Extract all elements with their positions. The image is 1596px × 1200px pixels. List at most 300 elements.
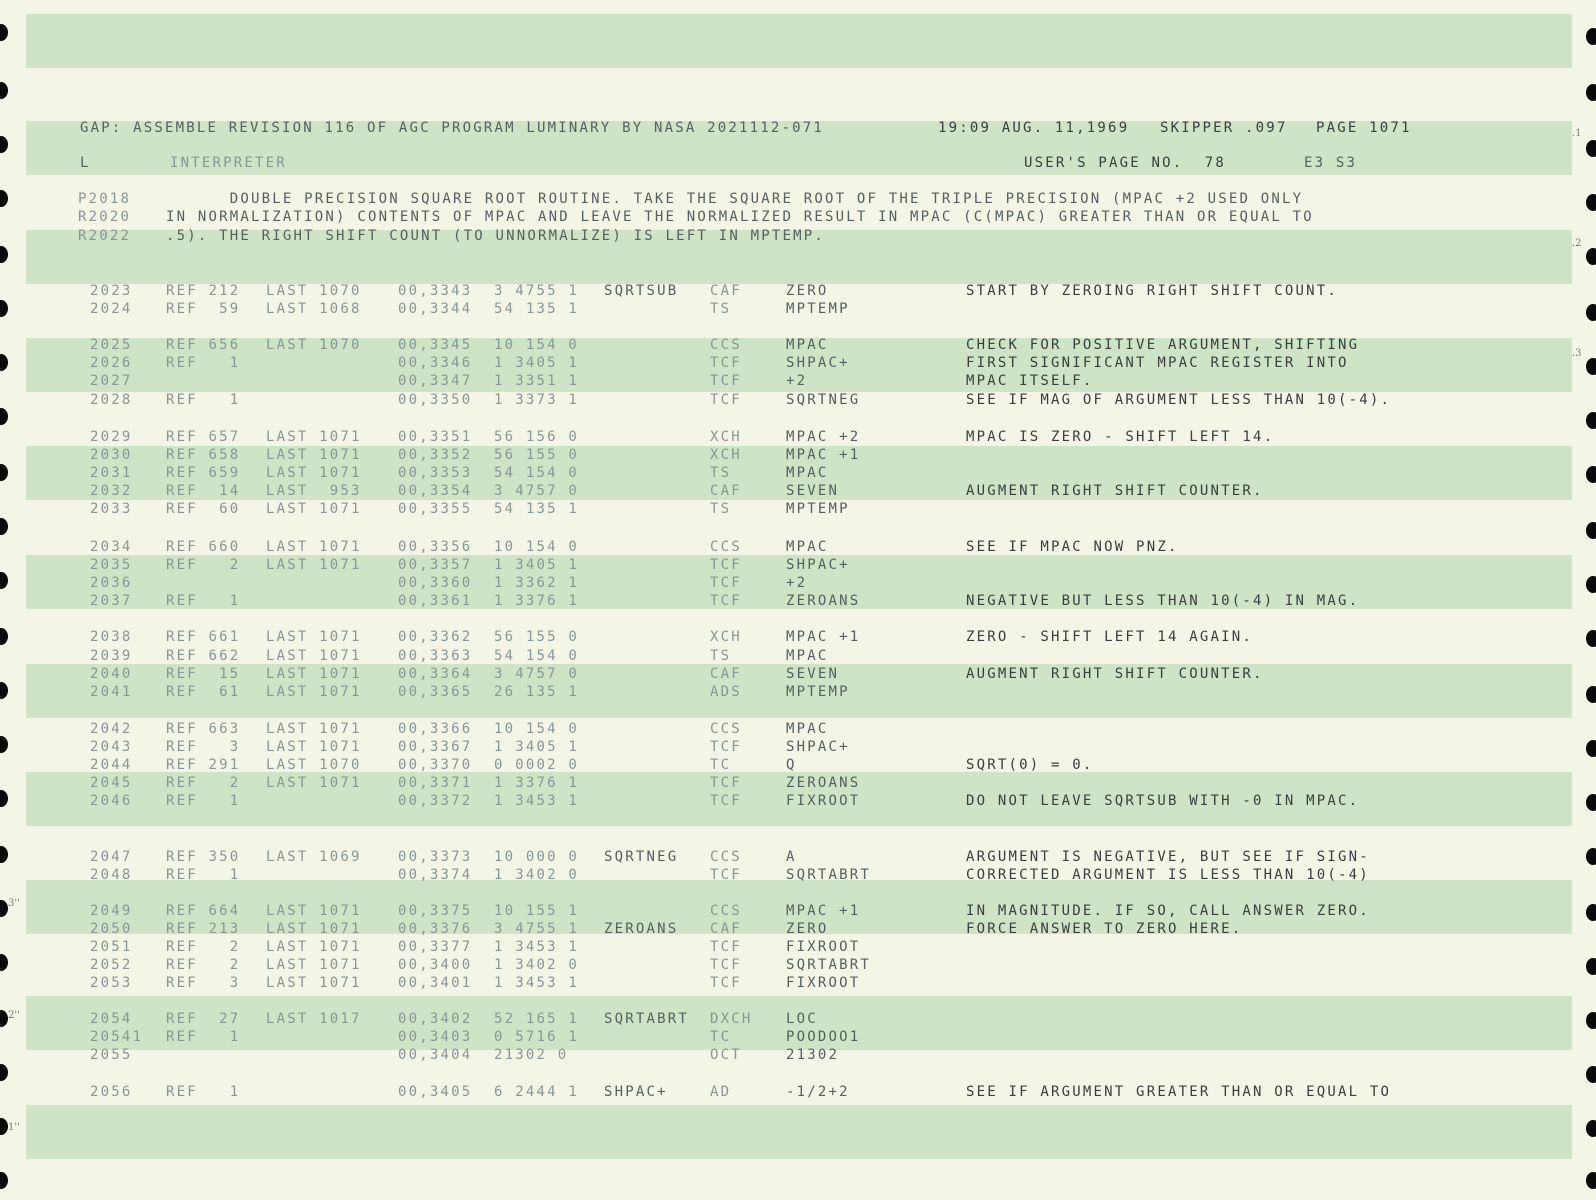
remark-id: R2022 bbox=[78, 228, 132, 244]
line-number: 2035 bbox=[90, 557, 133, 573]
line-comment: FIRST SIGNIFICANT MPAC REGISTER INTO bbox=[966, 355, 1349, 371]
last-ref: LAST 1071 bbox=[266, 501, 362, 517]
line-comment: SEE IF MAG OF ARGUMENT LESS THAN 10(-4). bbox=[966, 392, 1392, 408]
feed-hole bbox=[1586, 904, 1596, 921]
address: 00,3371 bbox=[398, 775, 473, 791]
object-code: 10 154 0 bbox=[494, 721, 580, 737]
object-code: 1 3373 1 bbox=[494, 392, 580, 408]
feed-hole bbox=[0, 572, 8, 589]
line-number: 2045 bbox=[90, 775, 133, 791]
last-ref: LAST 1071 bbox=[266, 684, 362, 700]
line-number: 2036 bbox=[90, 575, 133, 591]
feed-hole bbox=[1586, 848, 1596, 865]
address: 00,3344 bbox=[398, 301, 473, 317]
opcode: TC bbox=[710, 757, 732, 773]
page-codes: E3 S3 bbox=[1304, 155, 1358, 171]
object-code: 0 0002 0 bbox=[494, 757, 580, 773]
operand: MPAC +1 bbox=[786, 903, 861, 919]
object-code: 1 3453 1 bbox=[494, 939, 580, 955]
object-code: 56 155 0 bbox=[494, 447, 580, 463]
last-ref: LAST 1071 bbox=[266, 975, 362, 991]
operand: ZERO bbox=[786, 283, 829, 299]
feed-hole bbox=[0, 24, 8, 41]
ref-count: REF 291 bbox=[166, 757, 241, 773]
object-code: 52 165 1 bbox=[494, 1011, 580, 1027]
opcode: CAF bbox=[710, 283, 742, 299]
address: 00,3377 bbox=[398, 939, 473, 955]
feed-hole bbox=[0, 190, 8, 207]
ref-count: REF 660 bbox=[166, 539, 241, 555]
line-comment: SQRT(0) = 0. bbox=[966, 757, 1094, 773]
opcode: DXCH bbox=[710, 1011, 753, 1027]
feed-hole bbox=[1586, 466, 1596, 483]
section-marker: L bbox=[80, 155, 91, 171]
ref-count: REF 664 bbox=[166, 903, 241, 919]
symbol-label: ZEROANS bbox=[604, 921, 679, 937]
object-code: 3 4755 1 bbox=[494, 283, 580, 299]
line-number: 2049 bbox=[90, 903, 133, 919]
ref-count: REF 1 bbox=[166, 392, 241, 408]
object-code: 1 3453 1 bbox=[494, 975, 580, 991]
line-number: 2043 bbox=[90, 739, 133, 755]
opcode: TCF bbox=[710, 957, 742, 973]
object-code: 10 000 0 bbox=[494, 849, 580, 865]
operand: FIXROOT bbox=[786, 975, 861, 991]
last-ref: LAST 1071 bbox=[266, 629, 362, 645]
operand: MPAC bbox=[786, 721, 829, 737]
page-number: PAGE 1071 bbox=[1316, 120, 1412, 136]
last-ref: LAST 1071 bbox=[266, 666, 362, 682]
line-number: 2038 bbox=[90, 629, 133, 645]
last-ref: LAST 1070 bbox=[266, 283, 362, 299]
object-code: 10 154 0 bbox=[494, 337, 580, 353]
line-comment: AUGMENT RIGHT SHIFT COUNTER. bbox=[966, 483, 1264, 499]
ref-count: REF 350 bbox=[166, 849, 241, 865]
ref-count: REF 1 bbox=[166, 1084, 241, 1100]
ref-count: REF 213 bbox=[166, 921, 241, 937]
listing-date: 19:09 AUG. 11,1969 bbox=[938, 120, 1130, 136]
symbol-label: SQRTNEG bbox=[604, 849, 679, 865]
line-number: 2023 bbox=[90, 283, 133, 299]
ref-count: REF 1 bbox=[166, 867, 241, 883]
line-comment: CHECK FOR POSITIVE ARGUMENT, SHIFTING bbox=[966, 337, 1360, 353]
last-ref: LAST 953 bbox=[266, 483, 362, 499]
feed-hole bbox=[1586, 630, 1596, 647]
margin-mark: .2 bbox=[1572, 238, 1582, 249]
line-comment: NEGATIVE BUT LESS THAN 10(-4) IN MAG. bbox=[966, 593, 1360, 609]
opcode: TCF bbox=[710, 575, 742, 591]
line-number: 2037 bbox=[90, 593, 133, 609]
last-ref: LAST 1071 bbox=[266, 903, 362, 919]
object-code: 1 3405 1 bbox=[494, 739, 580, 755]
remark-id: P2018 bbox=[78, 191, 132, 207]
opcode: AD bbox=[710, 1084, 732, 1100]
line-number: 2026 bbox=[90, 355, 133, 371]
last-ref: LAST 1070 bbox=[266, 337, 362, 353]
feed-hole bbox=[1586, 794, 1596, 811]
feed-hole bbox=[1586, 958, 1596, 975]
line-number: 2051 bbox=[90, 939, 133, 955]
feed-hole bbox=[1586, 358, 1596, 375]
operand: SQRTABRT bbox=[786, 867, 872, 883]
margin-mark: .1 bbox=[1572, 128, 1582, 139]
opcode: CCS bbox=[710, 539, 742, 555]
address: 00,3404 bbox=[398, 1047, 473, 1063]
feed-hole bbox=[0, 354, 8, 371]
address: 00,3365 bbox=[398, 684, 473, 700]
operand: ZERO bbox=[786, 921, 829, 937]
last-ref: LAST 1071 bbox=[266, 721, 362, 737]
feed-hole bbox=[0, 464, 8, 481]
feed-hole bbox=[0, 518, 8, 535]
line-number: 20541 bbox=[90, 1029, 144, 1045]
address: 00,3366 bbox=[398, 721, 473, 737]
ref-count: REF 2 bbox=[166, 775, 241, 791]
operand: SQRTNEG bbox=[786, 392, 861, 408]
last-ref: LAST 1071 bbox=[266, 447, 362, 463]
remark-text: .5). THE RIGHT SHIFT COUNT (TO UNNORMALIZE) IS LEFT IN MPTEMP. bbox=[166, 228, 825, 244]
object-code: 1 3405 1 bbox=[494, 355, 580, 371]
operand: SHPAC+ bbox=[786, 557, 850, 573]
line-comment: SEE IF ARGUMENT GREATER THAN OR EQUAL TO bbox=[966, 1084, 1392, 1100]
line-comment: CORRECTED ARGUMENT IS LESS THAN 10(-4) bbox=[966, 867, 1370, 883]
ref-count: REF 658 bbox=[166, 447, 241, 463]
last-ref: LAST 1069 bbox=[266, 849, 362, 865]
address: 00,3347 bbox=[398, 373, 473, 389]
feed-hole bbox=[0, 82, 8, 99]
ref-count: REF 14 bbox=[166, 483, 241, 499]
object-code: 21302 0 bbox=[494, 1047, 569, 1063]
line-number: 2028 bbox=[90, 392, 133, 408]
feed-hole bbox=[1586, 412, 1596, 429]
symbol-label: SQRTSUB bbox=[604, 283, 679, 299]
operand: A bbox=[786, 849, 797, 865]
opcode: TCF bbox=[710, 793, 742, 809]
operand: FIXROOT bbox=[786, 793, 861, 809]
ref-count: REF 1 bbox=[166, 355, 241, 371]
last-ref: LAST 1071 bbox=[266, 429, 362, 445]
ref-count: REF 27 bbox=[166, 1011, 241, 1027]
line-number: 2029 bbox=[90, 429, 133, 445]
section-title: INTERPRETER bbox=[170, 155, 287, 171]
address: 00,3401 bbox=[398, 975, 473, 991]
ref-count: REF 2 bbox=[166, 957, 241, 973]
opcode: TC bbox=[710, 1029, 732, 1045]
last-ref: LAST 1071 bbox=[266, 557, 362, 573]
operand: ZEROANS bbox=[786, 775, 861, 791]
feed-hole bbox=[0, 628, 8, 645]
line-number: 2044 bbox=[90, 757, 133, 773]
object-code: 1 3351 1 bbox=[494, 373, 580, 389]
line-number: 2030 bbox=[90, 447, 133, 463]
last-ref: LAST 1071 bbox=[266, 648, 362, 664]
opcode: CCS bbox=[710, 849, 742, 865]
opcode: CAF bbox=[710, 483, 742, 499]
line-comment: ARGUMENT IS NEGATIVE, BUT SEE IF SIGN- bbox=[966, 849, 1370, 865]
line-comment: START BY ZEROING RIGHT SHIFT COUNT. bbox=[966, 283, 1339, 299]
line-comment: MPAC ITSELF. bbox=[966, 373, 1094, 389]
margin-mark: 1'' bbox=[8, 1122, 20, 1133]
opcode: TCF bbox=[710, 373, 742, 389]
ref-count: REF 3 bbox=[166, 975, 241, 991]
feed-hole bbox=[0, 300, 8, 317]
listing-title: GAP: ASSEMBLE REVISION 116 OF AGC PROGRAM LUMINARY BY NASA 2021112-071 bbox=[80, 120, 825, 136]
address: 00,3361 bbox=[398, 593, 473, 609]
line-number: 2053 bbox=[90, 975, 133, 991]
last-ref: LAST 1070 bbox=[266, 757, 362, 773]
ref-count: REF 15 bbox=[166, 666, 241, 682]
last-ref: LAST 1071 bbox=[266, 739, 362, 755]
line-number: 2032 bbox=[90, 483, 133, 499]
address: 00,3354 bbox=[398, 483, 473, 499]
address: 00,3343 bbox=[398, 283, 473, 299]
opcode: TCF bbox=[710, 392, 742, 408]
feed-hole bbox=[1586, 1012, 1596, 1029]
opcode: CAF bbox=[710, 666, 742, 682]
object-code: 1 3405 1 bbox=[494, 557, 580, 573]
opcode: XCH bbox=[710, 429, 742, 445]
operand: POODOO1 bbox=[786, 1029, 861, 1045]
ref-count: REF 663 bbox=[166, 721, 241, 737]
address: 00,3374 bbox=[398, 867, 473, 883]
feed-hole bbox=[1586, 686, 1596, 703]
feed-hole bbox=[0, 954, 8, 971]
green-band bbox=[26, 14, 1572, 68]
object-code: 1 3376 1 bbox=[494, 775, 580, 791]
address: 00,3357 bbox=[398, 557, 473, 573]
line-comment: AUGMENT RIGHT SHIFT COUNTER. bbox=[966, 666, 1264, 682]
feed-hole bbox=[0, 846, 8, 863]
address: 00,3375 bbox=[398, 903, 473, 919]
address: 00,3402 bbox=[398, 1011, 473, 1027]
feed-hole bbox=[1586, 740, 1596, 757]
address: 00,3352 bbox=[398, 447, 473, 463]
last-ref: LAST 1071 bbox=[266, 939, 362, 955]
object-code: 1 3402 0 bbox=[494, 957, 580, 973]
opcode: TCF bbox=[710, 975, 742, 991]
line-number: 2055 bbox=[90, 1047, 133, 1063]
line-number: 2024 bbox=[90, 301, 133, 317]
ref-count: REF 659 bbox=[166, 465, 241, 481]
object-code: 1 3362 1 bbox=[494, 575, 580, 591]
feed-hole bbox=[1586, 576, 1596, 593]
ref-count: REF 2 bbox=[166, 939, 241, 955]
operand: MPAC +1 bbox=[786, 447, 861, 463]
margin-mark: 2'' bbox=[8, 1010, 20, 1021]
operand: SHPAC+ bbox=[786, 355, 850, 371]
object-code: 56 155 0 bbox=[494, 629, 580, 645]
operand: LOC bbox=[786, 1011, 818, 1027]
line-number: 2054 bbox=[90, 1011, 133, 1027]
opcode: TCF bbox=[710, 739, 742, 755]
opcode: CCS bbox=[710, 337, 742, 353]
address: 00,3362 bbox=[398, 629, 473, 645]
operand: -1/2+2 bbox=[786, 1084, 850, 1100]
object-code: 3 4755 1 bbox=[494, 921, 580, 937]
line-number: 2042 bbox=[90, 721, 133, 737]
address: 00,3356 bbox=[398, 539, 473, 555]
operator-tag: SKIPPER .097 bbox=[1160, 120, 1288, 136]
opcode: TS bbox=[710, 501, 732, 517]
last-ref: LAST 1017 bbox=[266, 1011, 362, 1027]
line-number: 2040 bbox=[90, 666, 133, 682]
operand: MPAC bbox=[786, 539, 829, 555]
ref-count: REF 61 bbox=[166, 684, 241, 700]
operand: FIXROOT bbox=[786, 939, 861, 955]
operand: SQRTABRT bbox=[786, 957, 872, 973]
address: 00,3364 bbox=[398, 666, 473, 682]
object-code: 54 154 0 bbox=[494, 465, 580, 481]
operand: Q bbox=[786, 757, 797, 773]
opcode: XCH bbox=[710, 447, 742, 463]
operand: MPAC bbox=[786, 648, 829, 664]
feed-hole bbox=[0, 790, 8, 807]
opcode: XCH bbox=[710, 629, 742, 645]
operand: MPAC +2 bbox=[786, 429, 861, 445]
ref-count: REF 1 bbox=[166, 593, 241, 609]
line-number: 2052 bbox=[90, 957, 133, 973]
feed-hole bbox=[0, 682, 8, 699]
object-code: 54 135 1 bbox=[494, 501, 580, 517]
feed-hole bbox=[1586, 28, 1596, 45]
symbol-label: SQRTABRT bbox=[604, 1011, 690, 1027]
remark-text: DOUBLE PRECISION SQUARE ROOT ROUTINE. TAKE THE SQUARE ROOT OF THE TRIPLE PRECISION (MPAC +2 USED ONLY bbox=[166, 191, 1304, 207]
object-code: 1 3376 1 bbox=[494, 593, 580, 609]
feed-hole bbox=[1586, 194, 1596, 211]
feed-hole bbox=[0, 736, 8, 753]
ref-count: REF 60 bbox=[166, 501, 241, 517]
feed-hole bbox=[0, 1010, 8, 1027]
object-code: 3 4757 0 bbox=[494, 483, 580, 499]
opcode: CAF bbox=[710, 921, 742, 937]
address: 00,3360 bbox=[398, 575, 473, 591]
ref-count: REF 212 bbox=[166, 283, 241, 299]
line-number: 2047 bbox=[90, 849, 133, 865]
operand: MPAC bbox=[786, 337, 829, 353]
opcode: OCT bbox=[710, 1047, 742, 1063]
operand: SEVEN bbox=[786, 483, 840, 499]
feed-hole bbox=[0, 408, 8, 425]
ref-count: REF 656 bbox=[166, 337, 241, 353]
operand: +2 bbox=[786, 373, 808, 389]
operand: MPAC bbox=[786, 465, 829, 481]
operand: MPTEMP bbox=[786, 301, 850, 317]
object-code: 54 135 1 bbox=[494, 301, 580, 317]
ref-count: REF 661 bbox=[166, 629, 241, 645]
remark-text: IN NORMALIZATION) CONTENTS OF MPAC AND LEAVE THE NORMALIZED RESULT IN MPAC (C(MPAC) GREATER THAN OR EQUAL TO bbox=[166, 209, 1314, 225]
opcode: ADS bbox=[710, 684, 742, 700]
address: 00,3370 bbox=[398, 757, 473, 773]
last-ref: LAST 1071 bbox=[266, 921, 362, 937]
opcode: TCF bbox=[710, 557, 742, 573]
object-code: 1 3402 0 bbox=[494, 867, 580, 883]
operand: SHPAC+ bbox=[786, 739, 850, 755]
address: 00,3373 bbox=[398, 849, 473, 865]
object-code: 3 4757 0 bbox=[494, 666, 580, 682]
opcode: TS bbox=[710, 648, 732, 664]
opcode: CCS bbox=[710, 721, 742, 737]
address: 00,3351 bbox=[398, 429, 473, 445]
operand: MPTEMP bbox=[786, 501, 850, 517]
feed-hole bbox=[1586, 1120, 1596, 1137]
object-code: 26 135 1 bbox=[494, 684, 580, 700]
object-code: 0 5716 1 bbox=[494, 1029, 580, 1045]
address: 00,3345 bbox=[398, 337, 473, 353]
line-comment: IN MAGNITUDE. IF SO, CALL ANSWER ZERO. bbox=[966, 903, 1370, 919]
feed-hole bbox=[0, 900, 8, 917]
opcode: TS bbox=[710, 465, 732, 481]
object-code: 10 154 0 bbox=[494, 539, 580, 555]
ref-count: REF 1 bbox=[166, 793, 241, 809]
operand: MPAC +1 bbox=[786, 629, 861, 645]
address: 00,3346 bbox=[398, 355, 473, 371]
opcode: CCS bbox=[710, 903, 742, 919]
line-comment: SEE IF MPAC NOW PNZ. bbox=[966, 539, 1179, 555]
address: 00,3403 bbox=[398, 1029, 473, 1045]
line-number: 2025 bbox=[90, 337, 133, 353]
operand: 21302 bbox=[786, 1047, 840, 1063]
last-ref: LAST 1071 bbox=[266, 465, 362, 481]
object-code: 54 154 0 bbox=[494, 648, 580, 664]
address: 00,3355 bbox=[398, 501, 473, 517]
feed-hole bbox=[1586, 1066, 1596, 1083]
ref-count: REF 59 bbox=[166, 301, 241, 317]
symbol-label: SHPAC+ bbox=[604, 1084, 668, 1100]
feed-hole bbox=[1586, 304, 1596, 321]
last-ref: LAST 1071 bbox=[266, 775, 362, 791]
address: 00,3353 bbox=[398, 465, 473, 481]
address: 00,3400 bbox=[398, 957, 473, 973]
feed-hole bbox=[1586, 522, 1596, 539]
line-comment: MPAC IS ZERO - SHIFT LEFT 14. bbox=[966, 429, 1275, 445]
margin-mark: .3 bbox=[1572, 348, 1582, 359]
users-page: USER'S PAGE NO. 78 bbox=[1024, 155, 1226, 171]
feed-hole bbox=[1586, 248, 1596, 265]
line-number: 2041 bbox=[90, 684, 133, 700]
opcode: TCF bbox=[710, 939, 742, 955]
line-number: 2056 bbox=[90, 1084, 133, 1100]
ref-count: REF 1 bbox=[166, 1029, 241, 1045]
remark-id: R2020 bbox=[78, 209, 132, 225]
line-number: 2034 bbox=[90, 539, 133, 555]
address: 00,3405 bbox=[398, 1084, 473, 1100]
last-ref: LAST 1068 bbox=[266, 301, 362, 317]
line-number: 2039 bbox=[90, 648, 133, 664]
address: 00,3376 bbox=[398, 921, 473, 937]
operand: ZEROANS bbox=[786, 593, 861, 609]
feed-hole bbox=[1586, 84, 1596, 101]
line-number: 2048 bbox=[90, 867, 133, 883]
object-code: 6 2444 1 bbox=[494, 1084, 580, 1100]
object-code: 1 3453 1 bbox=[494, 793, 580, 809]
line-number: 2031 bbox=[90, 465, 133, 481]
feed-hole bbox=[0, 136, 8, 153]
address: 00,3350 bbox=[398, 392, 473, 408]
address: 00,3363 bbox=[398, 648, 473, 664]
operand: SEVEN bbox=[786, 666, 840, 682]
margin-mark: 3'' bbox=[8, 898, 20, 909]
feed-hole bbox=[0, 1172, 8, 1189]
object-code: 10 155 1 bbox=[494, 903, 580, 919]
line-comment: ZERO - SHIFT LEFT 14 AGAIN. bbox=[966, 629, 1253, 645]
object-code: 56 156 0 bbox=[494, 429, 580, 445]
line-number: 2027 bbox=[90, 373, 133, 389]
line-comment: DO NOT LEAVE SQRTSUB WITH -0 IN MPAC. bbox=[966, 793, 1360, 809]
feed-hole bbox=[0, 246, 8, 263]
feed-hole bbox=[1586, 140, 1596, 157]
feed-hole bbox=[0, 1064, 8, 1081]
opcode: TCF bbox=[710, 775, 742, 791]
